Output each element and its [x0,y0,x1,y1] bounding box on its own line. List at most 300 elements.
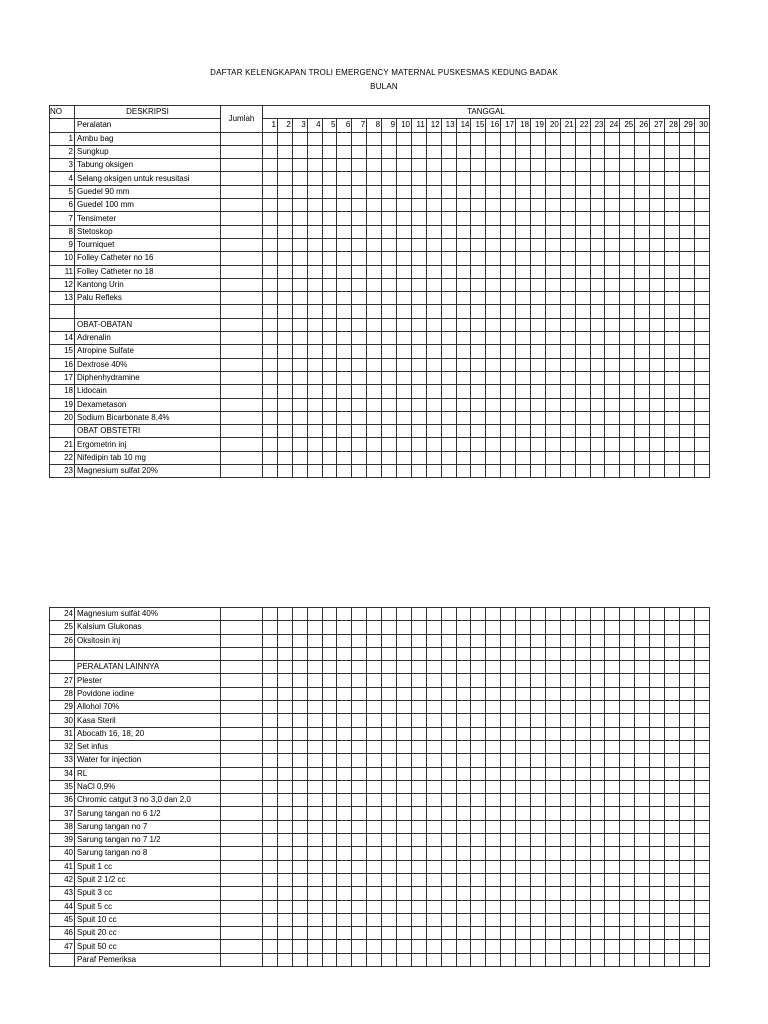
day-check-cell[interactable] [441,873,456,886]
day-check-cell[interactable] [560,371,575,384]
day-check-cell[interactable] [650,807,665,820]
day-check-cell[interactable] [575,185,590,198]
day-check-cell[interactable] [367,953,382,966]
day-check-cell[interactable] [411,305,426,318]
day-check-cell[interactable] [605,767,620,780]
day-check-cell[interactable] [397,318,412,331]
day-check-cell[interactable] [277,305,292,318]
day-check-cell[interactable] [397,887,412,900]
day-check-cell[interactable] [441,438,456,451]
day-check-cell[interactable] [590,411,605,424]
day-check-cell[interactable] [501,305,516,318]
day-check-cell[interactable] [486,953,501,966]
day-check-cell[interactable] [411,953,426,966]
day-check-cell[interactable] [263,411,278,424]
day-check-cell[interactable] [694,674,709,687]
day-check-cell[interactable] [382,608,397,621]
day-check-cell[interactable] [263,451,278,464]
jumlah-cell[interactable] [221,940,263,953]
day-check-cell[interactable] [441,727,456,740]
day-check-cell[interactable] [352,634,367,647]
day-check-cell[interactable] [307,687,322,700]
day-check-cell[interactable] [352,860,367,873]
day-check-cell[interactable] [545,807,560,820]
day-check-cell[interactable] [486,687,501,700]
day-check-cell[interactable] [307,132,322,145]
day-check-cell[interactable] [441,199,456,212]
day-check-cell[interactable] [516,847,531,860]
day-check-cell[interactable] [277,345,292,358]
day-check-cell[interactable] [426,411,441,424]
day-check-cell[interactable] [277,212,292,225]
day-check-cell[interactable] [665,398,680,411]
day-check-cell[interactable] [367,754,382,767]
day-check-cell[interactable] [471,621,486,634]
day-check-cell[interactable] [545,820,560,833]
day-check-cell[interactable] [382,940,397,953]
day-check-cell[interactable] [516,185,531,198]
day-check-cell[interactable] [411,278,426,291]
day-check-cell[interactable] [471,900,486,913]
day-check-cell[interactable] [352,212,367,225]
day-check-cell[interactable] [501,927,516,940]
day-check-cell[interactable] [263,252,278,265]
day-check-cell[interactable] [575,754,590,767]
day-check-cell[interactable] [635,847,650,860]
day-check-cell[interactable] [292,411,307,424]
day-check-cell[interactable] [382,172,397,185]
day-check-cell[interactable] [307,834,322,847]
day-check-cell[interactable] [650,860,665,873]
jumlah-cell[interactable] [221,847,263,860]
day-check-cell[interactable] [545,238,560,251]
jumlah-cell[interactable] [221,465,263,478]
day-check-cell[interactable] [575,767,590,780]
day-check-cell[interactable] [635,438,650,451]
day-check-cell[interactable] [560,608,575,621]
day-check-cell[interactable] [679,172,694,185]
day-check-cell[interactable] [575,608,590,621]
day-check-cell[interactable] [456,780,471,793]
day-check-cell[interactable] [307,794,322,807]
day-check-cell[interactable] [501,371,516,384]
day-check-cell[interactable] [426,132,441,145]
day-check-cell[interactable] [352,714,367,727]
day-check-cell[interactable] [590,438,605,451]
day-check-cell[interactable] [665,451,680,464]
day-check-cell[interactable] [382,834,397,847]
day-check-cell[interactable] [307,887,322,900]
day-check-cell[interactable] [501,860,516,873]
day-check-cell[interactable] [426,465,441,478]
day-check-cell[interactable] [411,913,426,926]
day-check-cell[interactable] [486,887,501,900]
day-check-cell[interactable] [501,438,516,451]
day-check-cell[interactable] [531,292,546,305]
day-check-cell[interactable] [471,780,486,793]
day-check-cell[interactable] [307,438,322,451]
day-check-cell[interactable] [441,332,456,345]
day-check-cell[interactable] [367,225,382,238]
day-check-cell[interactable] [650,212,665,225]
day-check-cell[interactable] [322,687,337,700]
day-check-cell[interactable] [650,225,665,238]
day-check-cell[interactable] [531,940,546,953]
day-check-cell[interactable] [531,780,546,793]
day-check-cell[interactable] [486,727,501,740]
day-check-cell[interactable] [620,767,635,780]
day-check-cell[interactable] [665,185,680,198]
day-check-cell[interactable] [471,913,486,926]
day-check-cell[interactable] [397,132,412,145]
day-check-cell[interactable] [337,687,352,700]
day-check-cell[interactable] [367,305,382,318]
day-check-cell[interactable] [292,238,307,251]
day-check-cell[interactable] [352,411,367,424]
day-check-cell[interactable] [411,332,426,345]
day-check-cell[interactable] [277,807,292,820]
day-check-cell[interactable] [382,674,397,687]
day-check-cell[interactable] [411,621,426,634]
day-check-cell[interactable] [575,159,590,172]
day-check-cell[interactable] [397,199,412,212]
day-check-cell[interactable] [292,900,307,913]
day-check-cell[interactable] [545,834,560,847]
day-check-cell[interactable] [352,145,367,158]
day-check-cell[interactable] [397,767,412,780]
day-check-cell[interactable] [694,754,709,767]
day-check-cell[interactable] [382,887,397,900]
day-check-cell[interactable] [501,621,516,634]
day-check-cell[interactable] [501,172,516,185]
day-check-cell[interactable] [307,212,322,225]
day-check-cell[interactable] [352,767,367,780]
day-check-cell[interactable] [486,292,501,305]
day-check-cell[interactable] [694,634,709,647]
day-check-cell[interactable] [590,398,605,411]
day-check-cell[interactable] [694,278,709,291]
day-check-cell[interactable] [307,847,322,860]
day-check-cell[interactable] [516,674,531,687]
day-check-cell[interactable] [382,873,397,886]
day-check-cell[interactable] [277,159,292,172]
day-check-cell[interactable] [277,608,292,621]
day-check-cell[interactable] [531,887,546,900]
day-check-cell[interactable] [635,740,650,753]
day-check-cell[interactable] [650,465,665,478]
day-check-cell[interactable] [352,292,367,305]
day-check-cell[interactable] [337,451,352,464]
day-check-cell[interactable] [665,238,680,251]
day-check-cell[interactable] [516,834,531,847]
day-check-cell[interactable] [635,714,650,727]
day-check-cell[interactable] [560,145,575,158]
day-check-cell[interactable] [382,411,397,424]
day-check-cell[interactable] [605,740,620,753]
day-check-cell[interactable] [665,754,680,767]
day-check-cell[interactable] [650,740,665,753]
day-check-cell[interactable] [665,305,680,318]
day-check-cell[interactable] [486,265,501,278]
day-check-cell[interactable] [679,225,694,238]
day-check-cell[interactable] [411,292,426,305]
day-check-cell[interactable] [411,225,426,238]
day-check-cell[interactable] [426,252,441,265]
day-check-cell[interactable] [665,634,680,647]
day-check-cell[interactable] [605,860,620,873]
day-check-cell[interactable] [456,159,471,172]
day-check-cell[interactable] [441,621,456,634]
day-check-cell[interactable] [292,159,307,172]
day-check-cell[interactable] [322,238,337,251]
day-check-cell[interactable] [605,212,620,225]
day-check-cell[interactable] [679,807,694,820]
day-check-cell[interactable] [277,727,292,740]
day-check-cell[interactable] [694,647,709,660]
day-check-cell[interactable] [590,608,605,621]
day-check-cell[interactable] [620,225,635,238]
day-check-cell[interactable] [516,398,531,411]
day-check-cell[interactable] [650,913,665,926]
jumlah-cell[interactable] [221,425,263,438]
day-check-cell[interactable] [441,847,456,860]
day-check-cell[interactable] [322,199,337,212]
day-check-cell[interactable] [263,940,278,953]
day-check-cell[interactable] [486,425,501,438]
day-check-cell[interactable] [292,820,307,833]
day-check-cell[interactable] [426,661,441,674]
day-check-cell[interactable] [679,199,694,212]
day-check-cell[interactable] [665,621,680,634]
day-check-cell[interactable] [337,794,352,807]
day-check-cell[interactable] [263,860,278,873]
day-check-cell[interactable] [560,385,575,398]
day-check-cell[interactable] [263,740,278,753]
day-check-cell[interactable] [590,212,605,225]
day-check-cell[interactable] [411,834,426,847]
jumlah-cell[interactable] [221,358,263,371]
day-check-cell[interactable] [694,767,709,780]
day-check-cell[interactable] [426,305,441,318]
day-check-cell[interactable] [263,305,278,318]
day-check-cell[interactable] [292,767,307,780]
day-check-cell[interactable] [411,145,426,158]
day-check-cell[interactable] [292,398,307,411]
day-check-cell[interactable] [382,820,397,833]
day-check-cell[interactable] [620,754,635,767]
day-check-cell[interactable] [382,132,397,145]
day-check-cell[interactable] [367,887,382,900]
day-check-cell[interactable] [263,438,278,451]
day-check-cell[interactable] [650,411,665,424]
day-check-cell[interactable] [337,953,352,966]
day-check-cell[interactable] [277,887,292,900]
day-check-cell[interactable] [441,608,456,621]
day-check-cell[interactable] [590,847,605,860]
day-check-cell[interactable] [545,767,560,780]
jumlah-cell[interactable] [221,634,263,647]
day-check-cell[interactable] [516,608,531,621]
day-check-cell[interactable] [471,438,486,451]
day-check-cell[interactable] [426,913,441,926]
day-check-cell[interactable] [560,185,575,198]
day-check-cell[interactable] [590,199,605,212]
day-check-cell[interactable] [545,647,560,660]
day-check-cell[interactable] [367,860,382,873]
jumlah-cell[interactable] [221,860,263,873]
day-check-cell[interactable] [471,398,486,411]
day-check-cell[interactable] [665,940,680,953]
day-check-cell[interactable] [694,252,709,265]
day-check-cell[interactable] [456,292,471,305]
day-check-cell[interactable] [441,701,456,714]
day-check-cell[interactable] [337,278,352,291]
day-check-cell[interactable] [650,438,665,451]
day-check-cell[interactable] [426,714,441,727]
day-check-cell[interactable] [679,913,694,926]
day-check-cell[interactable] [665,145,680,158]
day-check-cell[interactable] [501,687,516,700]
day-check-cell[interactable] [322,265,337,278]
day-check-cell[interactable] [545,780,560,793]
day-check-cell[interactable] [545,714,560,727]
day-check-cell[interactable] [307,305,322,318]
day-check-cell[interactable] [486,132,501,145]
day-check-cell[interactable] [367,621,382,634]
day-check-cell[interactable] [277,292,292,305]
day-check-cell[interactable] [337,332,352,345]
day-check-cell[interactable] [679,887,694,900]
day-check-cell[interactable] [352,794,367,807]
day-check-cell[interactable] [352,608,367,621]
day-check-cell[interactable] [397,451,412,464]
day-check-cell[interactable] [575,860,590,873]
day-check-cell[interactable] [292,305,307,318]
day-check-cell[interactable] [694,265,709,278]
day-check-cell[interactable] [292,807,307,820]
day-check-cell[interactable] [605,940,620,953]
day-check-cell[interactable] [263,318,278,331]
day-check-cell[interactable] [337,847,352,860]
day-check-cell[interactable] [292,358,307,371]
day-check-cell[interactable] [501,887,516,900]
jumlah-cell[interactable] [221,754,263,767]
day-check-cell[interactable] [426,847,441,860]
day-check-cell[interactable] [486,794,501,807]
day-check-cell[interactable] [277,794,292,807]
day-check-cell[interactable] [486,278,501,291]
day-check-cell[interactable] [575,212,590,225]
day-check-cell[interactable] [575,953,590,966]
day-check-cell[interactable] [456,265,471,278]
day-check-cell[interactable] [441,714,456,727]
day-check-cell[interactable] [322,621,337,634]
day-check-cell[interactable] [679,318,694,331]
day-check-cell[interactable] [679,132,694,145]
day-check-cell[interactable] [650,199,665,212]
day-check-cell[interactable] [650,358,665,371]
day-check-cell[interactable] [545,199,560,212]
day-check-cell[interactable] [322,873,337,886]
day-check-cell[interactable] [352,172,367,185]
day-check-cell[interactable] [382,159,397,172]
day-check-cell[interactable] [620,727,635,740]
day-check-cell[interactable] [650,451,665,464]
day-check-cell[interactable] [456,701,471,714]
day-check-cell[interactable] [486,927,501,940]
day-check-cell[interactable] [397,172,412,185]
day-check-cell[interactable] [277,927,292,940]
day-check-cell[interactable] [620,185,635,198]
day-check-cell[interactable] [665,674,680,687]
day-check-cell[interactable] [590,385,605,398]
day-check-cell[interactable] [545,621,560,634]
day-check-cell[interactable] [307,674,322,687]
day-check-cell[interactable] [516,238,531,251]
day-check-cell[interactable] [292,438,307,451]
day-check-cell[interactable] [665,727,680,740]
day-check-cell[interactable] [456,794,471,807]
day-check-cell[interactable] [605,661,620,674]
day-check-cell[interactable] [456,465,471,478]
day-check-cell[interactable] [322,953,337,966]
day-check-cell[interactable] [665,927,680,940]
day-check-cell[interactable] [352,332,367,345]
day-check-cell[interactable] [307,780,322,793]
day-check-cell[interactable] [516,767,531,780]
day-check-cell[interactable] [292,794,307,807]
day-check-cell[interactable] [620,873,635,886]
day-check-cell[interactable] [545,159,560,172]
day-check-cell[interactable] [292,318,307,331]
day-check-cell[interactable] [441,940,456,953]
day-check-cell[interactable] [575,900,590,913]
day-check-cell[interactable] [277,754,292,767]
day-check-cell[interactable] [560,358,575,371]
day-check-cell[interactable] [531,465,546,478]
day-check-cell[interactable] [471,292,486,305]
day-check-cell[interactable] [501,425,516,438]
jumlah-cell[interactable] [221,411,263,424]
day-check-cell[interactable] [471,411,486,424]
day-check-cell[interactable] [337,465,352,478]
day-check-cell[interactable] [486,701,501,714]
jumlah-cell[interactable] [221,727,263,740]
day-check-cell[interactable] [471,159,486,172]
day-check-cell[interactable] [575,411,590,424]
day-check-cell[interactable] [501,661,516,674]
day-check-cell[interactable] [367,185,382,198]
day-check-cell[interactable] [322,305,337,318]
day-check-cell[interactable] [635,425,650,438]
day-check-cell[interactable] [694,305,709,318]
day-check-cell[interactable] [292,465,307,478]
day-check-cell[interactable] [560,345,575,358]
day-check-cell[interactable] [590,185,605,198]
day-check-cell[interactable] [456,767,471,780]
day-check-cell[interactable] [620,687,635,700]
day-check-cell[interactable] [620,860,635,873]
day-check-cell[interactable] [352,900,367,913]
day-check-cell[interactable] [456,145,471,158]
day-check-cell[interactable] [426,860,441,873]
day-check-cell[interactable] [322,212,337,225]
day-check-cell[interactable] [501,225,516,238]
day-check-cell[interactable] [441,185,456,198]
day-check-cell[interactable] [665,371,680,384]
day-check-cell[interactable] [679,212,694,225]
day-check-cell[interactable] [486,159,501,172]
